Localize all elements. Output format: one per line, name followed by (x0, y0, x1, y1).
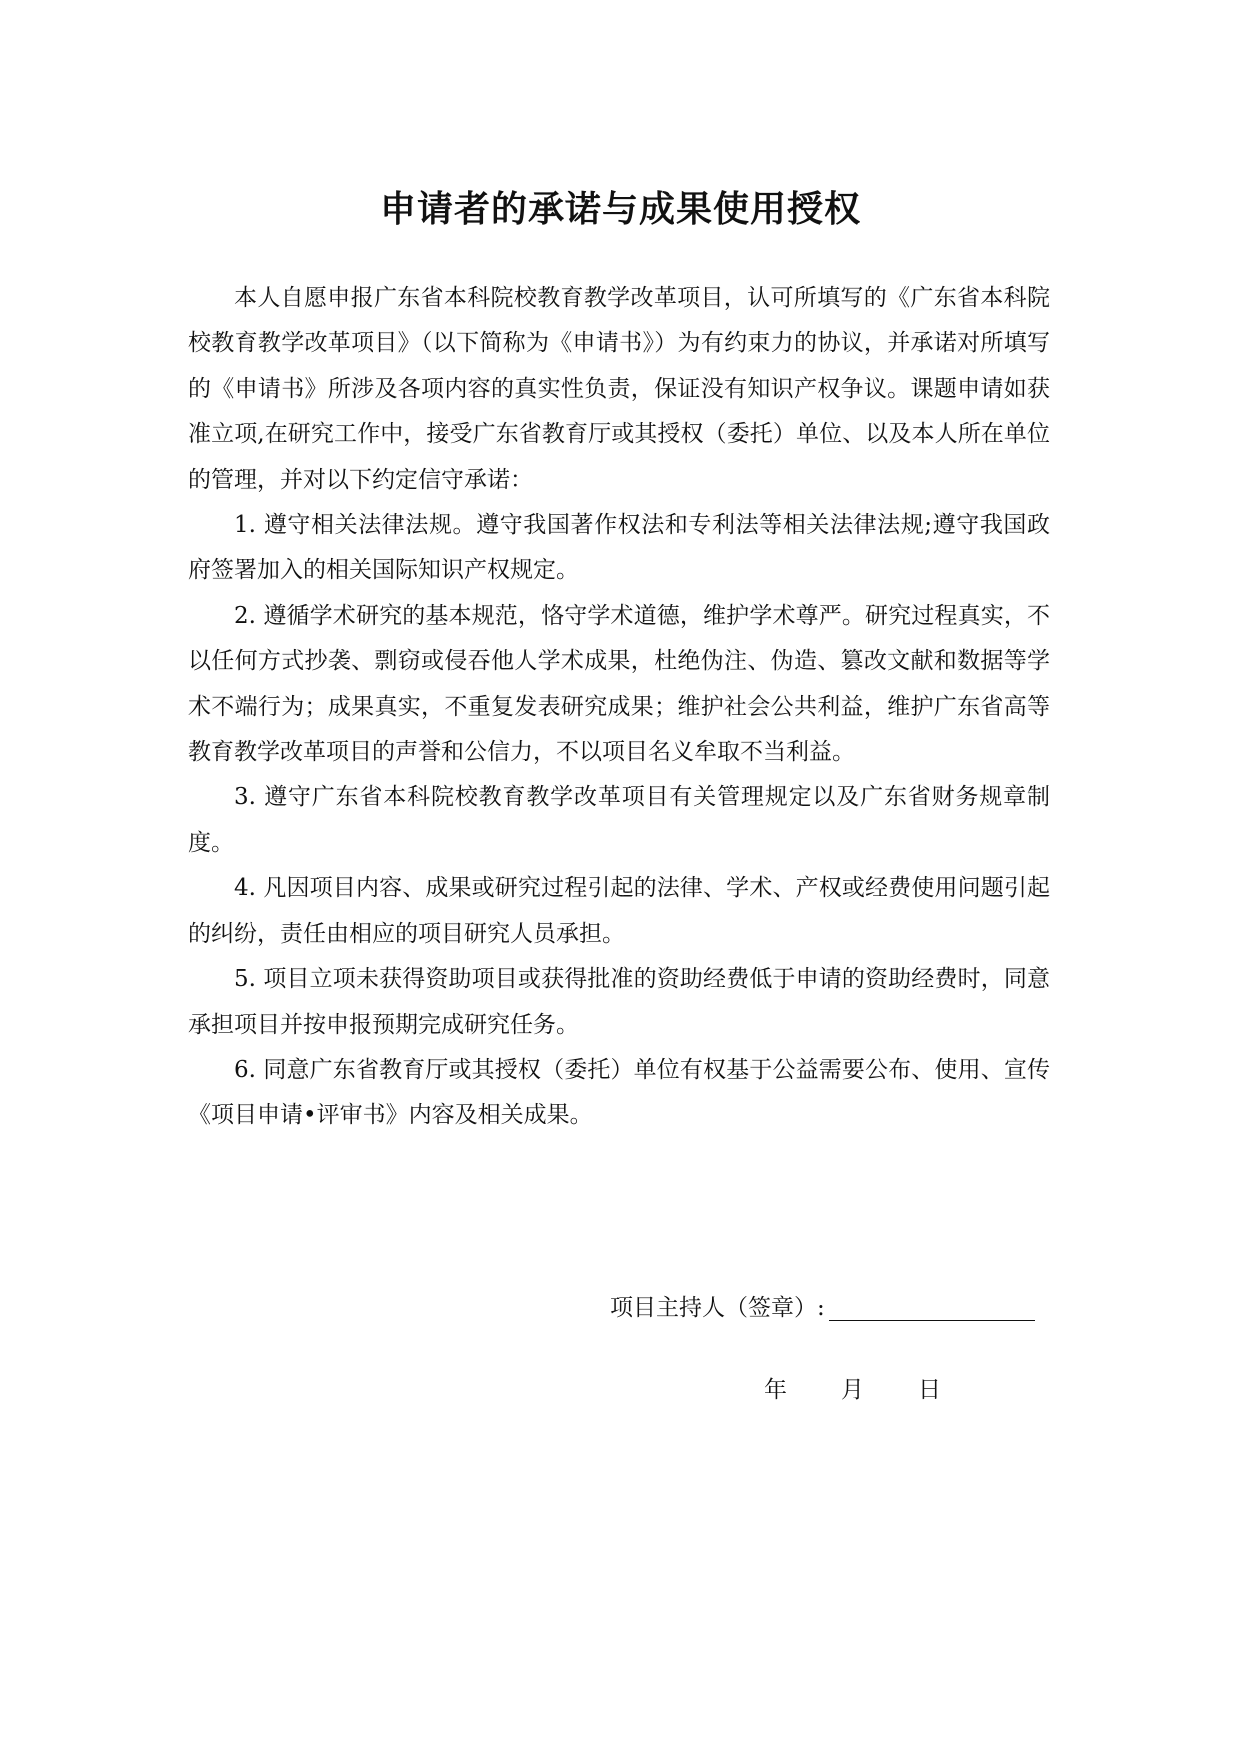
commitment-item-4: 4. 凡因项目内容、成果或研究过程引起的法律、学术、产权或经费使用问题引起的纠纷，责任由相应的项目研究人员承担。 (188, 875, 1050, 947)
date-year-label: 年 (764, 1377, 787, 1403)
intro-paragraph: 本人自愿申报广东省本科院校教育教学改革项目，认可所填写的《广东省本科院校教育教学改革项目》（以下简称为《申请书》）为有约束力的协议，并承诺对所填写的《申请书》所涉及各项内容的真实性负责，保证没有知识产权争议。课题申请如获准立项,在研究工作中，接受广东省教育厅或其授权（委托）单位、以及本人所在单位的管理，并对以下约定信守承诺： (188, 285, 1050, 493)
signature-label: 项目主持人（签章）: (610, 1295, 825, 1321)
commitment-item-3: 3. 遵守广东省本科院校教育教学改革项目有关管理规定以及广东省财务规章制度。 (188, 784, 1050, 856)
date-month-label: 月 (841, 1377, 864, 1403)
signature-line (829, 1296, 1035, 1321)
signature-block (610, 1290, 1050, 1326)
commitment-item-6: 6. 同意广东省教育厅或其授权（委托）单位有权基于公益需要公布、使用、宣传《项目申请•评审书》内容及相关成果。 (188, 1056, 1050, 1129)
commitment-item-1: 1. 遵守相关法律法规。遵守我国著作权法和专利法等相关法律法规;遵守我国政府签署加入的相关国际知识产权规定。 (188, 512, 1050, 584)
commitment-item-5: 5. 项目立项未获得资助项目或获得批准的资助经费低于申请的资助经费时，同意承担项目并按申报预期完成研究任务。 (188, 966, 1050, 1038)
date-day-label: 日 (918, 1377, 941, 1403)
document-title: 申请者的承诺与成果使用授权 (379, 189, 861, 230)
document-body (188, 276, 1050, 1139)
commitment-item-2: 2. 遵循学术研究的基本规范，恪守学术道德，维护学术尊严。研究过程真实，不以任何方式抄袭、剽窃或侵吞他人学术成果，杜绝伪注、伪造、篡改文献和数据等学术不端行为；成果真实，不重复发表研究成果；维护社会公共利益，维护广东省高等教育教学改革项目的声誉和公信力，不以项目名义牟取不当利益。 (188, 602, 1050, 766)
date-row (764, 1372, 941, 1408)
